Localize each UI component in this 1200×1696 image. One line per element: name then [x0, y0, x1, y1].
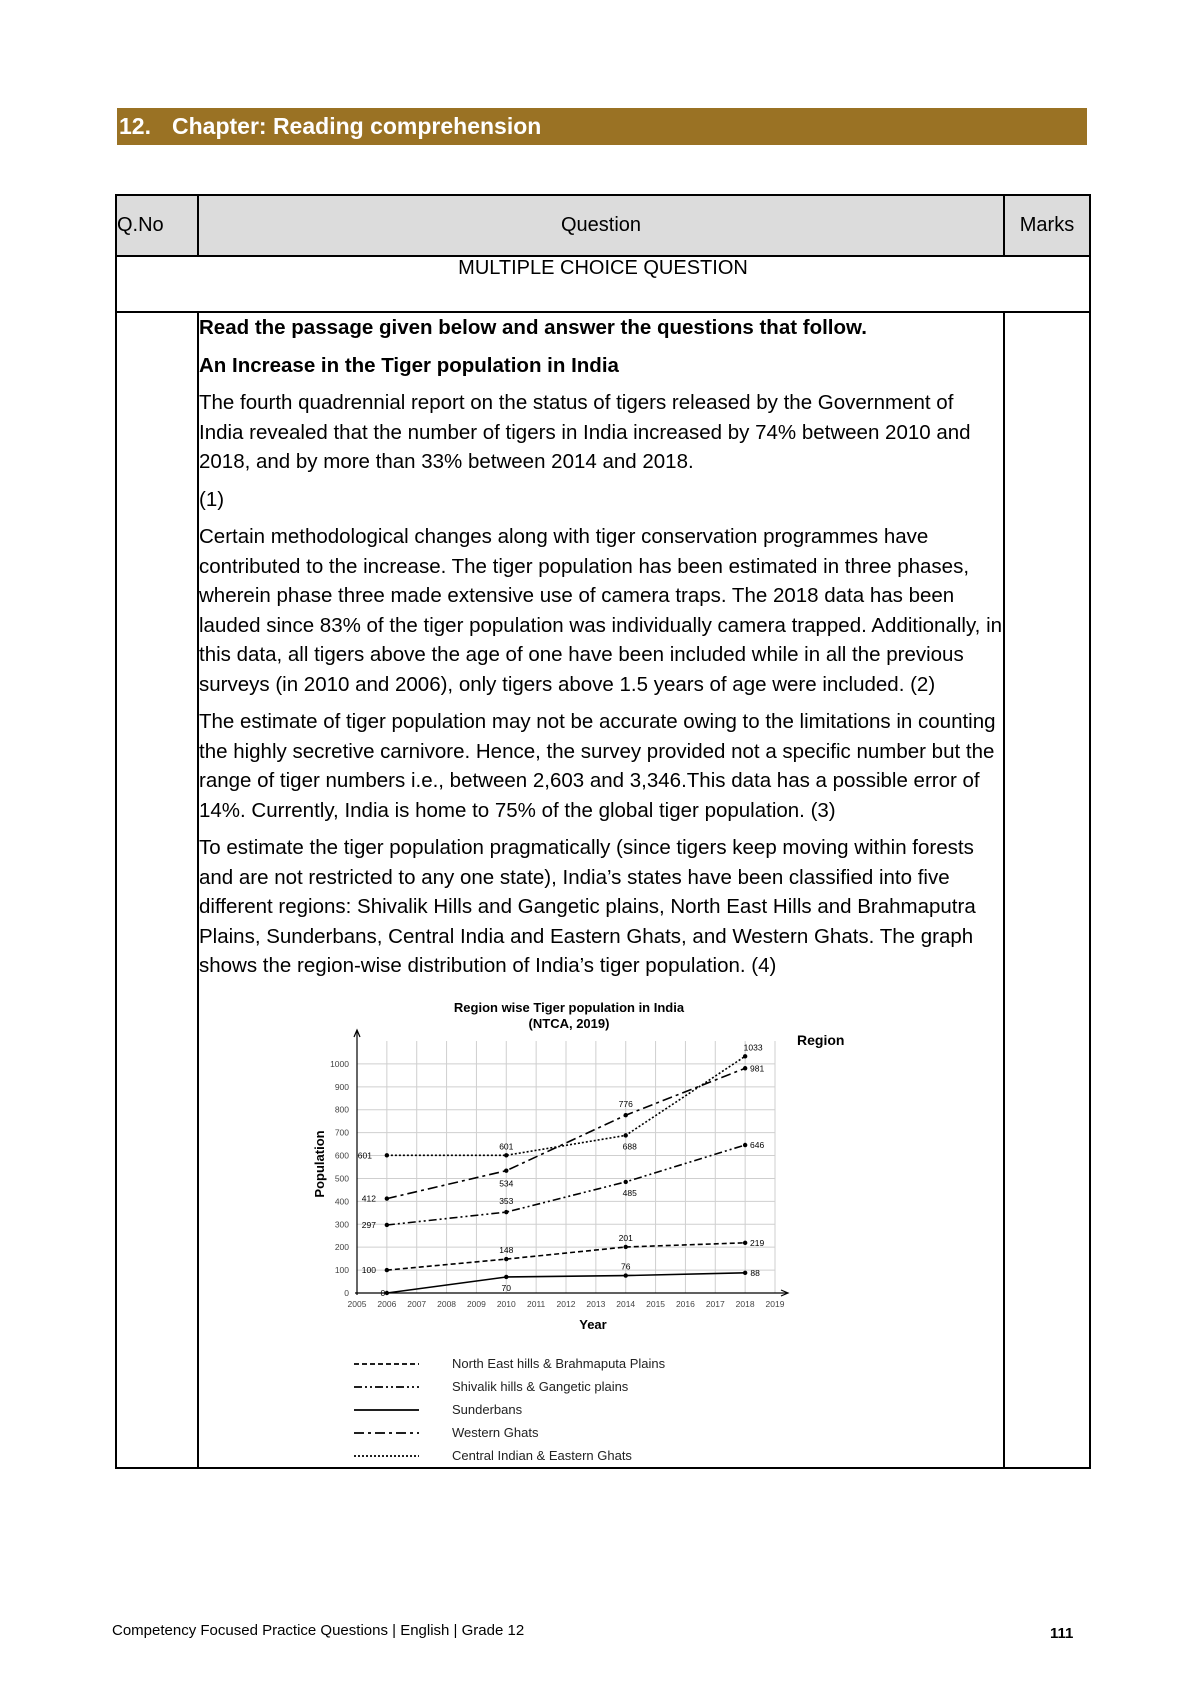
data-label: 776 [618, 1098, 633, 1109]
data-label: 981 [750, 1062, 765, 1073]
x-tick-label: 2012 [556, 1298, 576, 1309]
y-tick-label: 1000 [330, 1058, 349, 1069]
data-label: 297 [361, 1219, 376, 1230]
data-point [504, 1153, 508, 1157]
y-tick-label: 500 [334, 1172, 349, 1183]
x-tick-label: 2013 [586, 1298, 606, 1309]
marks-header: Marks [1004, 195, 1090, 256]
chart-legend [354, 1356, 666, 1463]
chart-title: Region wise Tiger population in India [453, 999, 685, 1015]
data-label: 70 [501, 1282, 512, 1293]
section-title: MULTIPLE CHOICE QUESTION [116, 256, 1090, 312]
chart-series [358, 1042, 765, 1298]
data-label: 100 [361, 1264, 376, 1275]
marks-cell [1004, 312, 1090, 1468]
qno-cell [116, 312, 198, 1468]
x-tick-label: 2018 [735, 1298, 755, 1309]
paragraph-4: To estimate the tiger population pragmatically (since tigers keep moving within forests and are not restricted to any one state), India’s states have been classified into five different regions: Shivalik Hills and Gangetic plains, North East Hills and Brahmaputra Plains, Sunderbans, Central India and Eastern Ghats, and Western Ghats. The graph shows the region-wise distribution of India’s tiger population. (4) [199, 836, 976, 977]
data-point [743, 1054, 747, 1058]
y-tick-label: 200 [334, 1241, 349, 1252]
data-point [385, 1153, 389, 1157]
paragraph-1: The fourth quadrennial report on the status of tigers released by the Government of India revealed that the number of tigers in India increased by 74% between 2010 and 2018, and by more than 33% between 2014 and 2018. [199, 391, 971, 473]
data-label: 534 [499, 1178, 514, 1189]
x-tick-label: 2005 [347, 1298, 367, 1309]
data-point [385, 1222, 389, 1226]
legend-label: Western Ghats [452, 1424, 539, 1440]
x-tick-label: 2015 [646, 1298, 666, 1309]
instruction: Read the passage given below and answer the questions that follow. [199, 316, 867, 339]
y-tick-label: 0 [344, 1287, 349, 1298]
y-tick-label: 600 [334, 1150, 349, 1161]
data-point [385, 1196, 389, 1200]
data-point [504, 1274, 508, 1278]
data-label: 1033 [743, 1041, 763, 1052]
data-label: 201 [618, 1232, 633, 1243]
data-point [743, 1066, 747, 1070]
paragraph-3: The estimate of tiger population may not be accurate owing to the limitations in counting the highly secretive carnivore. Hence, the survey provided not a specific number but the range of tiger numbers i.e., between 2,603 and 3,346.This data has a possible error of 14%. Currently, India is home to 75% of the global tiger population. (3) [199, 710, 996, 822]
data-label: 601 [499, 1140, 514, 1151]
data-label: 412 [361, 1193, 376, 1204]
data-point [624, 1133, 628, 1137]
data-point [743, 1270, 747, 1274]
legend-title: Region [797, 1031, 845, 1048]
data-point [504, 1168, 508, 1172]
question-table [115, 194, 1091, 1469]
data-label: 148 [499, 1244, 514, 1255]
data-label: 646 [750, 1139, 765, 1150]
data-label: 688 [622, 1140, 637, 1151]
data-label: 88 [750, 1267, 760, 1278]
question-cell [198, 312, 1004, 1468]
chapter-heading [117, 108, 1087, 145]
tiger-population-chart [199, 989, 983, 1467]
chart-axes [330, 1030, 788, 1309]
x-tick-label: 2007 [407, 1298, 427, 1309]
data-point [624, 1179, 628, 1183]
page-number: 111 [1050, 1625, 1074, 1642]
legend-label: Shivalik hills & Gangetic plains [452, 1378, 629, 1394]
footer-text: Competency Focused Practice Questions | English | Grade 12 [112, 1622, 525, 1639]
y-axis-label: Population [312, 1129, 327, 1198]
data-point [385, 1267, 389, 1271]
qno-header: Q.No [116, 195, 198, 256]
chart-subtitle: (NTCA, 2019) [528, 1015, 610, 1031]
chapter-number: 12. [119, 113, 151, 139]
data-label: 601 [357, 1149, 372, 1160]
table-header-row [116, 195, 1090, 256]
data-label: 0 [380, 1287, 386, 1298]
y-tick-label: 800 [334, 1104, 349, 1115]
y-tick-label: 100 [334, 1264, 349, 1275]
legend-label: Central Indian & Eastern Ghats [452, 1447, 632, 1463]
paragraph-1-marker: (1) [199, 487, 225, 511]
chart-grid [357, 1041, 775, 1293]
section-row [116, 256, 1090, 312]
x-tick-label: 2014 [616, 1298, 636, 1309]
data-point [624, 1273, 628, 1277]
question-header: Question [198, 195, 1004, 256]
data-point [504, 1256, 508, 1260]
x-tick-label: 2010 [496, 1298, 516, 1309]
data-label: 76 [620, 1261, 631, 1272]
data-point [743, 1142, 747, 1146]
x-tick-label: 2017 [705, 1298, 725, 1309]
legend-label: Sunderbans [452, 1401, 523, 1417]
x-tick-label: 2019 [765, 1298, 785, 1309]
paragraph-2: Certain methodological changes along with tiger conservation programmes have contributed to the increase. The tiger population has been estimated in three phases, wherein phase three made extensive use of camera traps. The 2018 data has been lauded since 83% of the tiger population was individually camera trapped. Additionally, in this data, all tigers above the age of one have been included while in all the previous surveys (in 2010 and 2006), only tigers above 1.5 years of age were included. (2) [199, 525, 1003, 696]
data-label: 219 [750, 1237, 765, 1248]
passage-title: An Increase in the Tiger population in India [199, 353, 619, 377]
data-label: 353 [499, 1195, 514, 1206]
legend-label: North East hills & Brahmaputa Plains [452, 1355, 666, 1371]
data-point [624, 1244, 628, 1248]
x-axis-label: Year [579, 1316, 607, 1332]
x-tick-label: 2008 [437, 1298, 457, 1309]
data-point [624, 1113, 628, 1117]
y-tick-label: 900 [334, 1081, 349, 1092]
y-tick-label: 700 [334, 1127, 349, 1138]
x-tick-label: 2009 [466, 1298, 486, 1309]
data-point [504, 1209, 508, 1213]
x-tick-label: 2006 [377, 1298, 397, 1309]
data-point [385, 1290, 389, 1294]
x-tick-label: 2011 [527, 1298, 546, 1309]
chapter-title: Chapter: Reading comprehension [172, 113, 542, 139]
x-tick-label: 2016 [675, 1298, 695, 1309]
data-point [743, 1240, 747, 1244]
data-label: 485 [622, 1187, 637, 1198]
question-row [116, 312, 1090, 1468]
y-tick-label: 300 [334, 1218, 349, 1229]
y-tick-label: 400 [334, 1195, 349, 1206]
